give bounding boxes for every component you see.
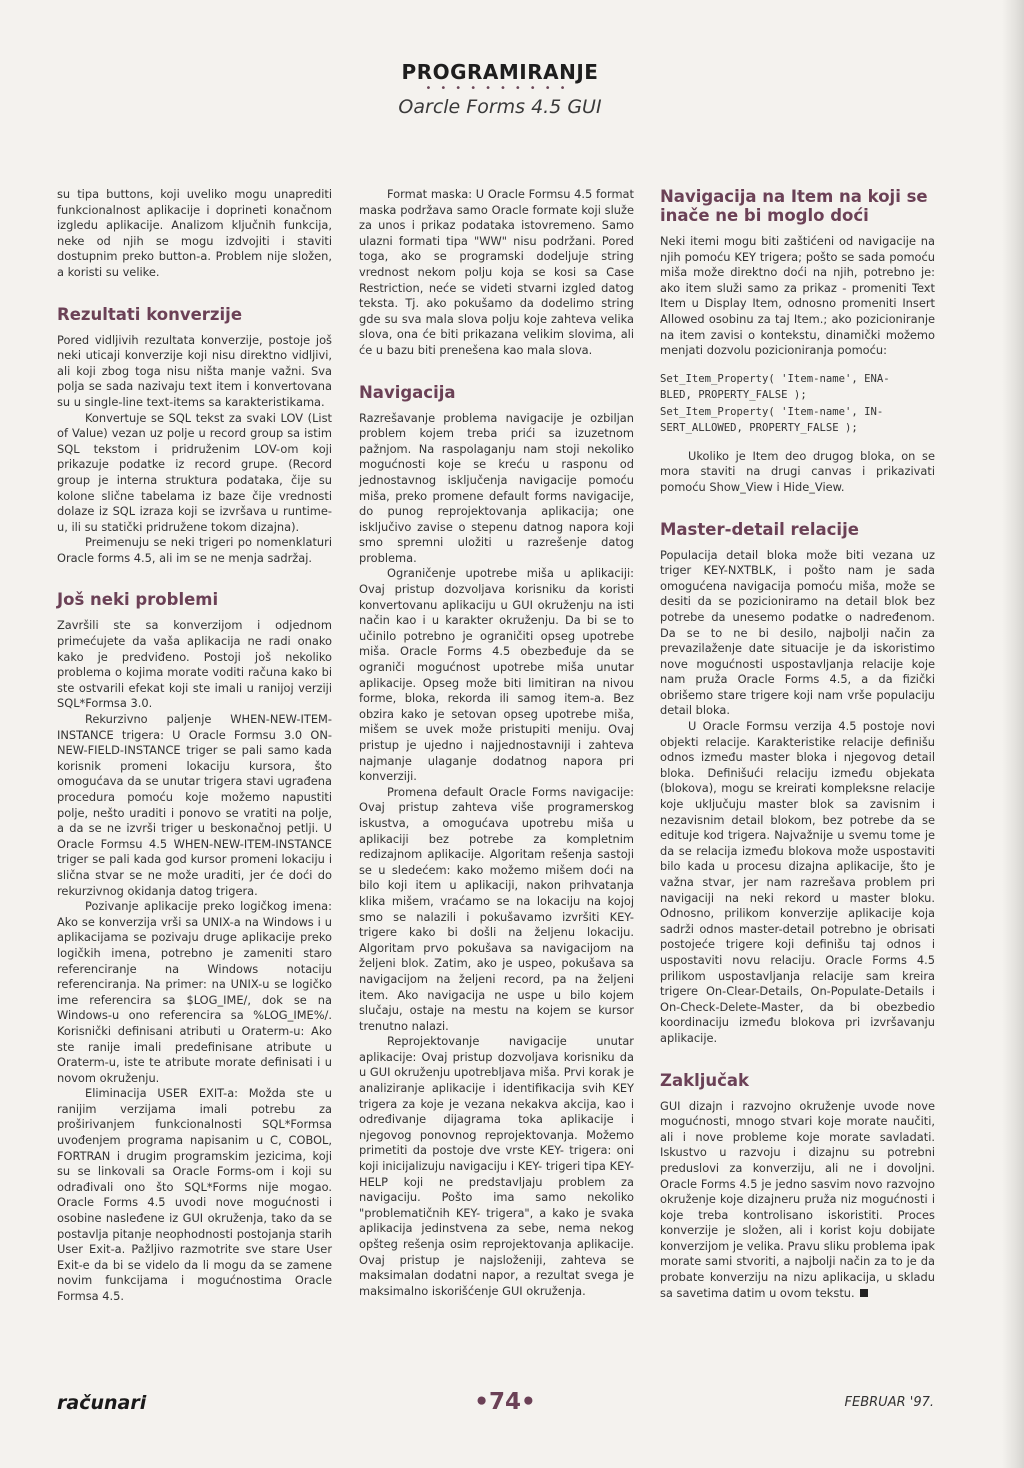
column-left: [57, 187, 332, 1305]
paragraph: Populacija detail bloka može biti vezana uz triger KEY-NXTBLK, i pošto nam je sada omogućena navigacija pomoću miša, može se desiti da se pozicioniramo na detail blok bez potrebe da unesemo podatke o nadređenom. Da se to ne bi desilo, najbolji način za prevazilaženje date situacije je da iskoristimo nove mogućnosti uspostavljanja relacije koje nam pruža Oracle Forms 4.5, a da fizički obrišemo stare trigere koji nam vrše populaciju detail bloka.: [660, 547, 935, 718]
page-spine-shadow: [1002, 0, 1024, 1468]
dot-divider: ••••••••••: [425, 83, 575, 94]
page-number: •74•: [474, 1389, 536, 1415]
paragraph: Format maska: U Oracle Formsu 4.5 format maska podržava samo Oracle formate koji služe za unos i prikaz podataka istovremeno. Samo ulazni formati tipa "WW" nisu podržani. Pored toga, ako se programski dodeljuje string vrednost nekom polju koja se kosi sa Case Restriction, neće se videti stvarni izgled datog teksta. Tj. ako pokušamo da dodelimo string gde su sva mala slova polju koje zahteva velika slova, ona će biti prikazana velikim slovima, ali će u bazu biti prenešena kao mala slova.: [359, 187, 634, 357]
page-header: [0, 60, 1000, 118]
end-mark-icon: [860, 1289, 868, 1297]
heading-navigacija: Navigacija: [359, 382, 456, 402]
paragraph: Promena default Oracle Forms navigacije: Ovaj pristup zahteva više programerskog iskustva, a omogućava upotrebu miša u aplikaciji bez potrebe za kompletnim redizajnom aplikacije. Algoritam rešenja sastoji se u sledećem: kako možemo mišem doći na bilo koji item u aplikaciji, nakon prihvatanja klika mišem, vraćamo se na lokaciju na kojoj smo se nalazili i pokušavamo izvršiti KEY- trigere kako bi došli na željenu lokaciju. Algoritam prvo pokušava sa navigacijom na željeni blok. Zatim, ako je uspeo, pokušava sa navigacijom na željeni record, pa na željeni item. Ako navigacija ne uspe u bilo kojem slučaju, ostaje na mestu na kojem se kursor trenutno nalazi.: [359, 784, 634, 1033]
heading-jos-neki-problemi: Još neki problemi: [57, 590, 219, 610]
paragraph: U Oracle Formsu verzija 4.5 postoje novi objekti relacije. Karakteristike relacije definišu odnos između master bloka i njegovog detail bloka. Definišući relaciju između objekata (blokova), mogu se kreirati kompleksne relacije koje uključuju master blok sa zavisnim i nezavisnim detail blokom, bez potrebe da se edituje kod trigera. Najvažnije u svemu tome je da se relacija između blokova može uspostaviti bilo kada u procesu dizajna aplikacije, što je važna stvar, jer nam razrešava problem pri navigaciji na neki rekord u master bloku. Odnosno, prilikom konverzije aplikacije koja sadrži odnos master-detail potrebno je obrisati postojeće trigere koji definišu taj odnos i uspostaviti novu relaciju. Oracle Forms 4.5 prilikom uspostavljanja relacije sam kreira trigere On-Clear-Details, On-Populate-Details i On-Check-Delete-Master, da bi obezbedio koordinaciju između blokova pri izvršavanju aplikacije.: [660, 719, 935, 1045]
paragraph: Neki itemi mogu biti zaštićeni od navigacije na njih pomoću KEY trigera; pošto se sada pomoću miša može direktno doći na njih, potrebno je: ako item služi samo za prikaz - promeniti Text Item u Display Item, odnosno promeniti Insert Allowed osobinu za taj Item.; ako pozicioniranje na item zavisi o kontekstu, dinamički možemo menjati dozvolu pozicioniranja pomoću:: [660, 234, 935, 358]
paragraph: Rekurzivno paljenje WHEN-NEW-ITEM-INSTANCE trigera: U Oracle Formsu 3.0 ON-NEW-FIELD-INSTANCE triger se pali samo kada korisnik promeni lokaciju kursora, što omogućava da se unutar trigera stavi ugrađena procedura pomoću koje možemo napustiti polje, nešto uraditi i ponovo se vratiti na polje, a da se ne izvrši triger u beskonačnoj petlji. U Oracle Formsu 4.5 WHEN-NEW-ITEM-INSTANCE triger se pali kada god kursor promeni lokaciju i slična stvar se ne može uraditi, jer će doći do rekurzivnog okidanja datog trigera.: [57, 712, 332, 898]
heading-master-detail: Master-detail relacije: [660, 519, 859, 539]
column-middle: [359, 187, 634, 1299]
paragraph: Ograničenje upotrebe miša u aplikaciji: Ovaj pristup dozvoljava korisniku da koristi konvertovanu aplikaciju u GUI okruženju na isti način kao i u karakter okruženju. Da bi se to učinilo potrebno je ograničiti opseg upotrebe miša. Oracle Forms 4.5 obezbeđuje da se ograniči mogućnost upotrebe miša unutar aplikacije. Opseg može biti limitiran na nivou forme, bloka, rekorda ili samog item-a. Bez obzira kako je setovan opseg upotrebe miša, mišem se uvek može pristupiti meniju. Ovaj pristup je ujedno i najjednostavniji i zahteva najmanje ulaganje dodatnog napora pri konverziji.: [359, 566, 634, 784]
article-subtitle: Oarcle Forms 4.5 GUI: [398, 96, 602, 118]
paragraph: Preimenuju se neki trigeri po nomenklaturi Oracle forms 4.5, ali im se ne menja sadržaj.: [57, 535, 332, 565]
section-title: PROGRAMIRANJE: [401, 60, 599, 84]
conclusion-text: GUI dizajn i razvojno okruženje uvode nove mogućnosti, mnogo stvari koje morate naučiti, ali i nove probleme koje morate savladati. Iskustvo u razvoju i dizajnu su potrebni preduslovi za konverziju, ali ne i dovoljni. Oracle Forms 4.5 je jedno sasvim novo razvojno okruženje koje dizajneru pruža niz mogućnosti i koje treba kontrolisano iskoristiti. Proces konverzije je složen, ali i korist koju dobijate konverzijom je velika. Pravu sliku problema ipak morate sami stvoriti, a najbolji način za to je da probate konverziju na nizu aplikacija, u skladu sa savetima datim u ovom tekstu.: [660, 1098, 935, 1300]
paragraph-conclusion: [660, 1099, 935, 1302]
paragraph: Pored vidljivih rezultata konverzije, postoje još neki uticaji konverzije koji nisu direktno vidljivi, ali koji zbog toga nisu ništa manje važni. Sva polja se sada nazivaju text item i konvertovana su u single-line text-items sa karakteristikama.: [57, 332, 332, 409]
heading-zakljucak: Zaključak: [660, 1070, 750, 1090]
heading-navigacija-na-item: Navigacija na Item na koji se inače ne bi moglo doći: [660, 187, 928, 225]
paragraph: Pozivanje aplikacije preko logičkog imena: Ako se konverzija vrši sa UNIX-a na Windows i u aplikacijama se pozivaju druge aplikacije preko logičkih imena, potrebno je zameniti staro referenciranje na Windows notaciju referenciranja. Na primer: na UNIX-u se logičko ime referencira sa $LOG_IME/, dok se na Windows-u ono referencira sa %LOG_IME%/. Korisnički definisani atributi u Oraterm-u: Ako ste ranije imali predefinisane atribute u Oraterm-u, iste te atribute morate definisati i u novom okruženju.: [57, 899, 332, 1085]
issue-date: FEBRUAR '97.: [844, 1395, 934, 1410]
paragraph: Reprojektovanje navigacije unutar aplikacije: Ovaj pristup dozvoljava korisniku da u GUI okruženju upotrebljava miša. Prvi korak je analiziranje aplikacije i identifikacija svih KEY trigera za koje je vezana nekakva akcija, kao i određivanje dijagrama toka aplikacije i njegovog ponovnog reprojektovanja. Možemo primetiti da postoje dve vrste KEY- trigera: oni koji inicijalizuju navigaciju i KEY- trigeri tipa KEY-HELP koji ne predstavljaju problem za navigaciju. Pošto ima samo nekoliko "problematičnih KEY- trigera", a kako je svaka aplikacija jedinstvena za sebe, nema nekog opšteg rešenja osim reprojektovanja aplikacije. Ovaj pristup je najsloženiji, zahteva se maksimalan dodatni napor, a rezultat svega je maksimalno iskorišćenje GUI okruženja.: [359, 1034, 634, 1298]
paragraph: Ukoliko je Item deo drugog bloka, on se mora staviti na drugi canvas i prikazivati pomoću Show_View i Hide_View.: [660, 448, 935, 494]
paragraph: Razrešavanje problema navigacije je ozbiljan problem kojem treba prići sa izuzetnom pažnjom. Na raspolaganju nam stoji nekoliko mogućnosti koje se kreću u rasponu od jednostavnog isključenja navigacije pomoću miša, preko promene default forms navigacije, do punog reprojektovanja aplikacija; one isključivo zavise o stepenu datnog napora koji smo spremni uložiti u razrešenje datog problema.: [359, 410, 634, 565]
page-footer: [0, 1389, 1024, 1422]
paragraph: Konvertuje se SQL tekst za svaki LOV (List of Value) vezan uz polje u record group sa istim SQL tekstom i pridruženim LOV-om koji prikazuje podatke iz record grupe. (Record group je interna struktura podataka, čije su kolone slične tabelama iz baze čije vrednosti dolaze iz SQL izraza koji se izvršava u runtime-u, ili su statički pridružene tokom dizajna).: [57, 410, 332, 534]
magazine-logo: računari: [57, 1392, 147, 1414]
column-right: [660, 187, 935, 1301]
paragraph: Završili ste sa konverzijom i odjednom primećujete da vaša aplikacija ne radi onako kako je predviđeno. Postoji još nekoliko problema o kojima morate voditi računa kako bi ste ostvarili efekat koji ste imali u ranijoj verziji SQL*Formsa 3.0.: [57, 618, 332, 711]
heading-rezultati-konverzije: Rezultati konverzije: [57, 304, 243, 324]
paragraph: su tipa buttons, koji uveliko mogu unaprediti funkcionalnost aplikacije i doprineti konačnom izgledu aplikacije. Analizom ključnih funkcija, neke od njih se mogu izdvojiti i staviti dostupnim preko button-a. Problem nije složen, a koristi su velike.: [57, 187, 332, 279]
code-block: Set_Item_Property( 'Item-name', ENA- BLED, PROPERTY_FALSE ); Set_Item_Property( 'Item-name', IN- SERT_ALLOWED, PROPERTY_FALSE );: [660, 372, 890, 435]
paragraph: Eliminacija USER EXIT-a: Možda ste u ranijim verzijama imali potrebu za proširivanjem funkcionalnosti SQL*Formsa uvođenjem programa napisanim u C, COBOL, FORTRAN i drugim programskim jezicima, koji su se linkovali sa Oracle Forms-om i koji su odrađivali ono što SQL*Forms nije mogao. Oracle Forms 4.5 uvodi nove mogućnosti i osobine nasleđene iz GUI okruženja, tako da se postavlja pitanje neophodnosti postojanja starih User Exit-a. Pažljivo razmotrite sve stare User Exit-e da bi se videlo da li mogu da se zamene novim funkcijama i mogućnostima Oracle Formsa 4.5.: [57, 1086, 332, 1303]
